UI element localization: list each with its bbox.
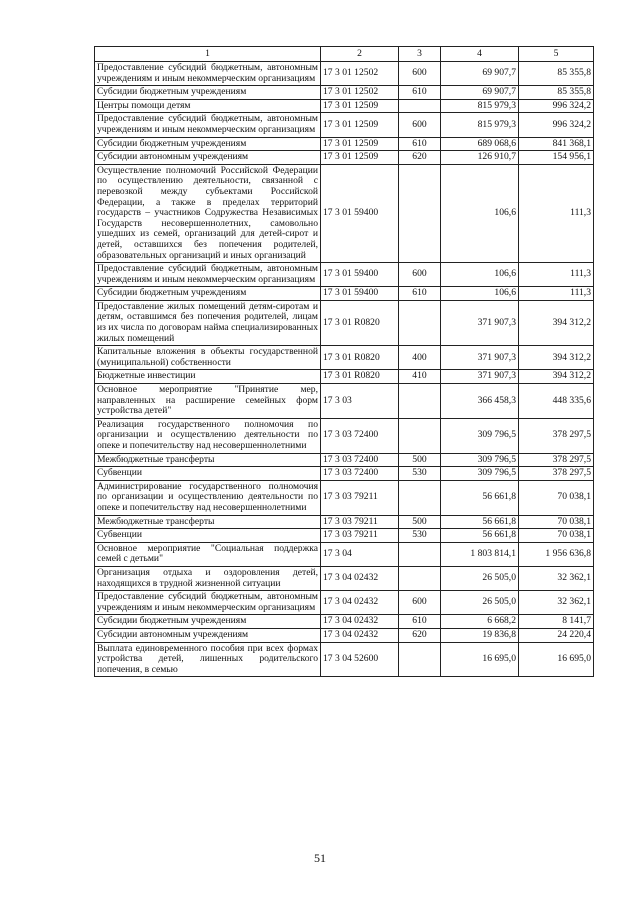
row-amount-year-2: 378 297,5 [519,453,594,467]
row-code: 17 3 01 12509 [321,113,399,137]
row-code: 17 3 03 79211 [321,529,399,543]
row-amount-year-1: 371 907,3 [441,300,519,345]
row-code: 17 3 01 59400 [321,263,399,287]
row-name: Межбюджетные трансферты [95,453,321,467]
row-expense-type: 600 [399,591,441,615]
row-code: 17 3 03 [321,384,399,419]
table-row [95,642,594,677]
row-amount-year-1: 1 803 814,1 [441,542,519,566]
row-amount-year-2: 996 324,2 [519,113,594,137]
row-name: Субсидии бюджетным учреждениям [95,287,321,301]
row-name: Предоставление жилых помещений детям-сиротам и детям, оставшимся без попечения родителей, лицам из их числа по договорам найма специализированных жилых помещений [95,300,321,345]
row-name: Субсидии автономным учреждениям [95,628,321,642]
row-name: Основное мероприятие "Принятие мер, направленных на расширение семейных форм устройства детей" [95,384,321,419]
row-amount-year-1: 815 979,3 [441,99,519,113]
row-amount-year-2: 154 956,1 [519,151,594,165]
row-amount-year-2: 394 312,2 [519,300,594,345]
row-code: 17 3 04 [321,542,399,566]
row-code: 17 3 04 52600 [321,642,399,677]
row-code: 17 3 01 12502 [321,86,399,100]
row-amount-year-1: 26 505,0 [441,591,519,615]
row-code: 17 3 01 12509 [321,137,399,151]
row-amount-year-1: 309 796,5 [441,418,519,453]
row-name: Субвенции [95,529,321,543]
row-amount-year-1: 19 836,8 [441,628,519,642]
row-amount-year-2: 70 038,1 [519,480,594,515]
row-amount-year-2: 85 355,8 [519,86,594,100]
table-row [95,62,594,86]
row-name: Субсидии бюджетным учреждениям [95,615,321,629]
row-code: 17 3 03 72400 [321,418,399,453]
budget-table [94,46,594,677]
row-code: 17 3 03 72400 [321,467,399,481]
row-name: Центры помощи детям [95,99,321,113]
row-amount-year-1: 69 907,7 [441,62,519,86]
row-amount-year-1: 106,6 [441,164,519,262]
row-expense-type: 620 [399,151,441,165]
row-amount-year-1: 689 068,6 [441,137,519,151]
table-row [95,542,594,566]
row-amount-year-2: 8 141,7 [519,615,594,629]
row-amount-year-1: 56 661,8 [441,529,519,543]
row-expense-type: 610 [399,287,441,301]
table-row [95,86,594,100]
row-name: Субсидии бюджетным учреждениям [95,137,321,151]
table-row [95,628,594,642]
row-amount-year-2: 111,3 [519,263,594,287]
table-row [95,529,594,543]
row-code: 17 3 04 02432 [321,615,399,629]
table-row [95,263,594,287]
table-row [95,151,594,165]
header-row [95,47,594,62]
row-name: Организация отдыха и оздоровления детей, находящихся в трудной жизненной ситуации [95,566,321,590]
row-code: 17 3 04 02432 [321,591,399,615]
row-name: Предоставление субсидий бюджетным, автономным учреждениям и иным некоммерческим организациям [95,263,321,287]
row-expense-type [399,566,441,590]
row-expense-type: 610 [399,615,441,629]
row-code: 17 3 03 79211 [321,515,399,529]
row-amount-year-2: 394 312,2 [519,370,594,384]
row-amount-year-2: 32 362,1 [519,566,594,590]
row-expense-type: 620 [399,628,441,642]
row-expense-type [399,164,441,262]
row-name: Основное мероприятие "Социальная поддержка семей с детьми" [95,542,321,566]
row-amount-year-2: 841 368,1 [519,137,594,151]
row-expense-type: 600 [399,263,441,287]
row-expense-type: 500 [399,453,441,467]
row-code: 17 3 01 R0820 [321,300,399,345]
row-expense-type: 600 [399,113,441,137]
row-code: 17 3 01 12509 [321,99,399,113]
row-code: 17 3 03 72400 [321,453,399,467]
row-amount-year-1: 69 907,7 [441,86,519,100]
table-row [95,287,594,301]
table-row [95,113,594,137]
row-amount-year-2: 70 038,1 [519,515,594,529]
table-row [95,467,594,481]
table-row [95,164,594,262]
row-expense-type: 400 [399,346,441,370]
row-amount-year-2: 111,3 [519,287,594,301]
table-row [95,591,594,615]
row-expense-type: 610 [399,137,441,151]
row-amount-year-1: 371 907,3 [441,370,519,384]
row-code: 17 3 01 59400 [321,164,399,262]
row-expense-type [399,480,441,515]
row-amount-year-1: 56 661,8 [441,515,519,529]
row-code: 17 3 03 79211 [321,480,399,515]
row-expense-type [399,99,441,113]
row-code: 17 3 04 02432 [321,566,399,590]
row-code: 17 3 04 02432 [321,628,399,642]
table-row [95,99,594,113]
row-amount-year-2: 378 297,5 [519,418,594,453]
row-amount-year-2: 394 312,2 [519,346,594,370]
row-amount-year-2: 111,3 [519,164,594,262]
row-name: Межбюджетные трансферты [95,515,321,529]
row-amount-year-2: 24 220,4 [519,628,594,642]
row-amount-year-1: 6 668,2 [441,615,519,629]
row-name: Предоставление субсидий бюджетным, автономным учреждениям и иным некоммерческим организациям [95,113,321,137]
row-expense-type [399,642,441,677]
row-name: Капитальные вложения в объекты государственной (муниципальной) собственности [95,346,321,370]
row-code: 17 3 01 12509 [321,151,399,165]
table-row [95,615,594,629]
row-amount-year-1: 106,6 [441,287,519,301]
row-amount-year-2: 32 362,1 [519,591,594,615]
row-amount-year-2: 85 355,8 [519,62,594,86]
row-code: 17 3 01 12502 [321,62,399,86]
header-col-5: 5 [519,47,594,62]
row-amount-year-2: 996 324,2 [519,99,594,113]
table-row [95,384,594,419]
table-row [95,453,594,467]
table-row [95,480,594,515]
row-code: 17 3 01 R0820 [321,346,399,370]
table-row [95,515,594,529]
row-amount-year-1: 309 796,5 [441,467,519,481]
row-name: Субсидии автономным учреждениям [95,151,321,165]
row-amount-year-2: 378 297,5 [519,467,594,481]
row-expense-type [399,418,441,453]
page-number: 51 [314,851,326,865]
row-amount-year-1: 26 505,0 [441,566,519,590]
row-amount-year-1: 56 661,8 [441,480,519,515]
row-name: Администрирование государственного полномочия по организации и осуществлению деятельности по опеке и попечительству над несовершеннолетними [95,480,321,515]
row-name: Бюджетные инвестиции [95,370,321,384]
row-expense-type: 410 [399,370,441,384]
row-code: 17 3 01 59400 [321,287,399,301]
row-amount-year-2: 1 956 636,8 [519,542,594,566]
row-expense-type [399,300,441,345]
row-amount-year-1: 16 695,0 [441,642,519,677]
row-expense-type: 600 [399,62,441,86]
header-col-4: 4 [441,47,519,62]
row-name: Выплата единовременного пособия при всех формах устройства детей, лишенных родительского попечения, в семью [95,642,321,677]
row-name: Предоставление субсидий бюджетным, автономным учреждениям и иным некоммерческим организациям [95,591,321,615]
row-amount-year-1: 106,6 [441,263,519,287]
row-amount-year-2: 70 038,1 [519,529,594,543]
row-name: Субвенции [95,467,321,481]
row-name: Субсидии бюджетным учреждениям [95,86,321,100]
row-name: Осуществление полномочий Российской Федерации по осуществлению деятельности, связанной с перевозкой между субъектами Российской Федерации, а также в пределах территорий государств – участников Содружества Независимых Государств несовершеннолетних, самовольно ушедших из семей, организаций для детей-сирот и детей, оставшихся без попечения родителей, образовательных организаций и иных организаций [95,164,321,262]
row-amount-year-2: 448 335,6 [519,384,594,419]
row-amount-year-1: 366 458,3 [441,384,519,419]
header-col-3: 3 [399,47,441,62]
row-amount-year-1: 371 907,3 [441,346,519,370]
table-row [95,137,594,151]
row-expense-type: 610 [399,86,441,100]
row-expense-type: 500 [399,515,441,529]
row-code: 17 3 01 R0820 [321,370,399,384]
table-body [95,62,594,677]
table-row [95,418,594,453]
table-row [95,346,594,370]
row-amount-year-1: 815 979,3 [441,113,519,137]
row-expense-type: 530 [399,467,441,481]
header-col-1: 1 [95,47,321,62]
row-expense-type [399,384,441,419]
row-name: Реализация государственного полномочия по организации и осуществлению деятельности по опеке и попечительству над несовершеннолетними [95,418,321,453]
row-expense-type: 530 [399,529,441,543]
table-row [95,566,594,590]
row-amount-year-2: 16 695,0 [519,642,594,677]
row-amount-year-1: 126 910,7 [441,151,519,165]
table-row [95,300,594,345]
table-row [95,370,594,384]
row-name: Предоставление субсидий бюджетным, автономным учреждениям и иным некоммерческим организациям [95,62,321,86]
row-amount-year-1: 309 796,5 [441,453,519,467]
row-expense-type [399,542,441,566]
header-col-2: 2 [321,47,399,62]
